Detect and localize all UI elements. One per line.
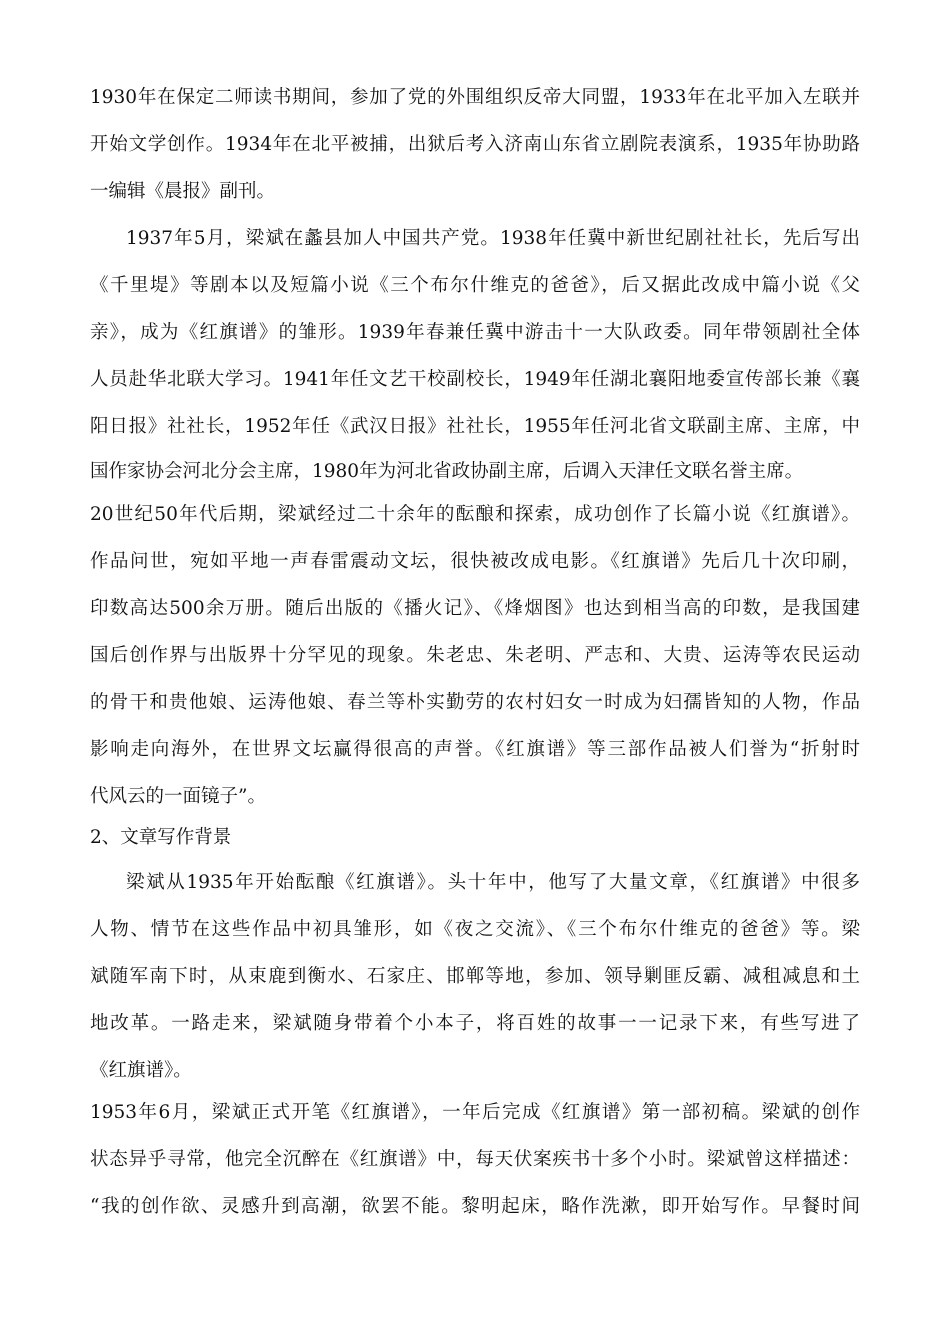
text-line: 1930年在保定二师读书期间，参加了党的外围组织反帝大同盟，1933年在北平加入左联并 [90,87,860,108]
text-line: 作品问世，宛如平地一声春雷震动文坛，很快被改成电影。《红旗谱》先后几十次印刷， [90,551,860,572]
text-line: 《千里堤》等剧本以及短篇小说《三个布尔什维克的爸爸》，后又据此改成中篇小说《父 [90,275,860,296]
text-line: 阳日报》社社长，1952年任《武汉日报》社社长，1955年任河北省文联副主席、主席，中 [90,416,860,437]
text-line: 代风云的一面镜子”。 [90,786,266,807]
text-line: 人员赴华北联大学习。1941年任文艺干校副校长，1949年任湖北襄阳地委宣传部长兼《襄 [90,369,860,390]
text-line: 人物、情节在这些作品中初具雏形，如《夜之交流》、《三个布尔什维克的爸爸》等。梁 [90,919,860,940]
text-line: 梁斌从1935年开始酝酿《红旗谱》。头十年中，他写了大量文章，《红旗谱》中很多 [126,872,860,893]
text-line: “我的创作欲、灵感升到高潮，欲罢不能。黎明起床，略作洗漱，即开始写作。早餐时间 [90,1196,860,1217]
text-line: 1937年5月，梁斌在蠡县加人中国共产党。1938年任冀中新世纪剧社社长，先后写出 [126,228,860,249]
text-line: 影响走向海外，在世界文坛赢得很高的声誉。《红旗谱》等三部作品被人们誉为“折射时 [90,739,860,760]
text-line: 20世纪50年代后期，梁斌经过二十余年的酝酿和探索，成功创作了长篇小说《红旗谱》。 [90,504,860,525]
text-line: 《红旗谱》。 [90,1060,192,1081]
text-line: 开始文学创作。1934年在北平被捕，出狱后考入济南山东省立剧院表演系，1935年协助路 [90,134,860,155]
text-line: 地改革。一路走来，梁斌随身带着个小本子，将百姓的故事一一记录下来，有些写进了 [90,1013,860,1034]
text-line: 斌随军南下时，从束鹿到衡水、石家庄、邯郸等地，参加、领导剿匪反霸、减租减息和土 [90,966,860,987]
section-heading: 2、文章写作背景 [90,827,232,848]
text-line: 印数高达500余万册。随后出版的《播火记》、《烽烟图》也达到相当高的印数，是我国建 [90,598,860,619]
text-line: 国后创作界与出版界十分罕见的现象。朱老忠、朱老明、严志和、大贵、运涛等农民运动 [90,645,860,666]
text-line: 亲》，成为《红旗谱》的雏形。1939年春兼任冀中游击十一大队政委。同年带领剧社全体 [90,322,860,343]
text-line: 1953年6月，梁斌正式开笔《红旗谱》，一年后完成《红旗谱》第一部初稿。梁斌的创作 [90,1102,860,1123]
text-line: 一编辑《晨报》副刊。 [90,181,276,202]
text-line: 状态异乎寻常，他完全沉醉在《红旗谱》中，每天伏案疾书十多个小时。梁斌曾这样描述： [90,1149,860,1170]
text-line: 国作家协会河北分会主席，1980年为河北省政协副主席，后调入天津任文联名誉主席。 [90,461,804,482]
text-line: 的骨干和贵他娘、运涛他娘、春兰等朴实勤劳的农村妇女一时成为妇孺皆知的人物，作品 [90,692,860,713]
